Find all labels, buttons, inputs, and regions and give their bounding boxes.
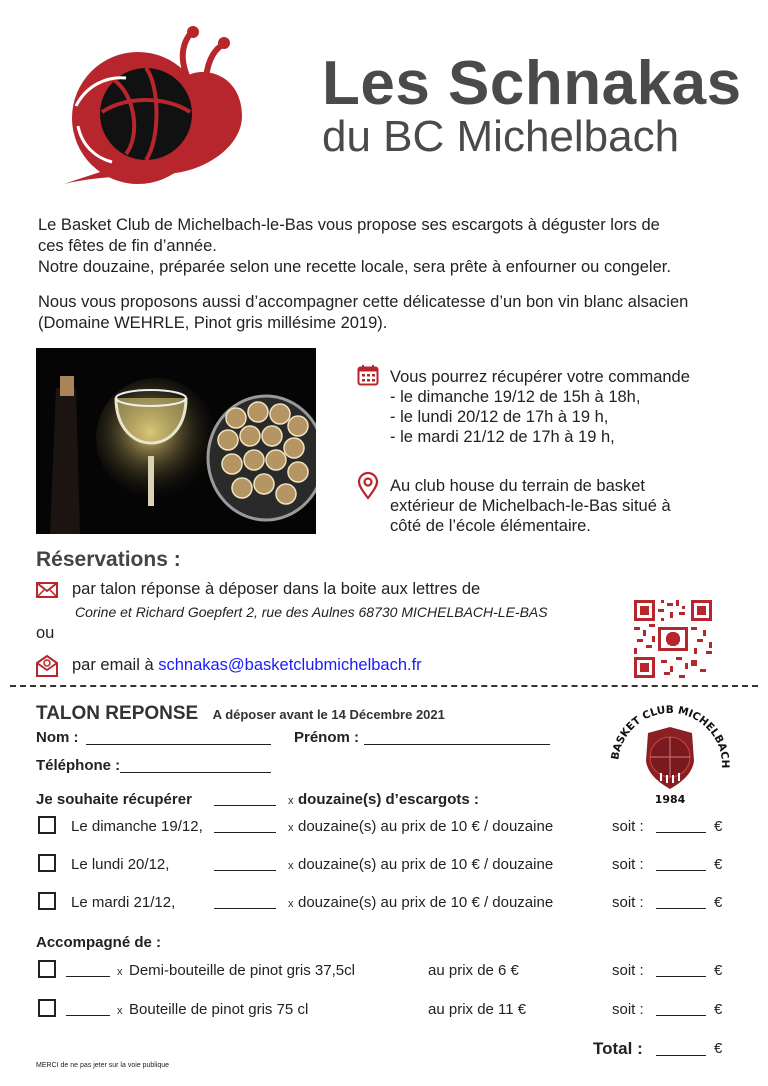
multiply-sign: x — [288, 795, 294, 807]
snails-wine-photo — [36, 348, 316, 534]
wine-price-bouteille: au prix de 11 € — [428, 1001, 527, 1018]
wine-price-demi: au prix de 6 € — [428, 962, 519, 979]
intro-line: Notre douzaine, préparée selon une recette locale, sera prête à enfourner ou congeler. — [38, 258, 671, 276]
row-price-lundi: douzaine(s) au prix de 10 € / douzaine — [298, 856, 554, 873]
form-deadline: A déposer avant le 14 Décembre 2021 — [212, 707, 445, 722]
cut-line — [10, 685, 758, 687]
total-euro-sign: € — [714, 1040, 723, 1057]
accompanied-label: Accompagné de : — [36, 934, 162, 951]
intro-line: Le Basket Club de Michelbach-le-Bas vous propose ses escargots à déguster lors de — [38, 216, 660, 234]
wine-label-bouteille: Bouteille de pinot gris 75 cl — [129, 1001, 309, 1018]
multiply-sign: x — [288, 822, 294, 834]
intro-line: ces fêtes de fin d’année. — [38, 237, 217, 255]
form-title: TALON REPONSE — [36, 703, 199, 724]
location-info — [390, 476, 671, 536]
reservation-or: ou — [36, 624, 55, 642]
club-logo-year: 1984 — [654, 793, 686, 806]
qty-field-bouteille[interactable] — [66, 1000, 110, 1016]
reservation-by-email — [72, 656, 422, 675]
location-line: extérieur de Michelbach-le-Bas situé à — [390, 497, 671, 515]
row-price-dimanche: douzaine(s) au prix de 10 € / douzaine — [298, 818, 554, 835]
intro-paragraph — [38, 215, 671, 278]
euro-sign: € — [714, 1001, 723, 1018]
pickup-date: - le mardi 21/12 de 17h à 19 h, — [390, 428, 615, 446]
amount-field-bouteille[interactable] — [656, 1000, 706, 1016]
email-envelope-icon — [36, 654, 58, 678]
pickup-title: Vous pourrez récupérer votre commande — [390, 368, 690, 386]
row-label-dimanche: Le dimanche 19/12, — [71, 818, 203, 835]
euro-sign: € — [714, 962, 723, 979]
club-logo — [604, 703, 736, 809]
qty-field-demi-bouteille[interactable] — [66, 961, 110, 977]
amount-field-dimanche[interactable] — [656, 817, 706, 833]
checkbox-bouteille[interactable] — [38, 999, 56, 1017]
prenom-label: Prénom : — [294, 729, 360, 746]
wine-paragraph — [38, 292, 688, 334]
envelope-icon — [36, 582, 58, 598]
nom-field[interactable] — [86, 729, 271, 745]
telephone-label: Téléphone : — [36, 757, 121, 774]
soit-label: soit : — [612, 856, 644, 873]
pickup-date: - le dimanche 19/12 de 15h à 18h, — [390, 388, 641, 406]
checkbox-lundi[interactable] — [38, 854, 56, 872]
checkbox-dimanche[interactable] — [38, 816, 56, 834]
pickup-date: - le lundi 20/12 de 17h à 19 h, — [390, 408, 609, 426]
pickup-info — [390, 367, 690, 447]
wine-line: Nous vous proposons aussi d’accompagner cette délicatesse d’un bon vin blanc alsacien — [38, 293, 689, 311]
wine-label-demi: Demi-bouteille de pinot gris 37,5cl — [129, 962, 355, 979]
checkbox-demi-bouteille[interactable] — [38, 960, 56, 978]
total-dozen-field[interactable] — [214, 790, 276, 806]
page-subtitle: du BC Michelbach — [322, 112, 680, 161]
qty-field-mardi[interactable] — [214, 893, 276, 909]
euro-sign: € — [714, 818, 723, 835]
calendar-icon — [357, 364, 379, 386]
multiply-sign: x — [117, 1005, 123, 1017]
nom-label: Nom : — [36, 729, 79, 746]
multiply-sign: x — [288, 898, 294, 910]
amount-field-demi[interactable] — [656, 961, 706, 977]
checkbox-mardi[interactable] — [38, 892, 56, 910]
footer-note: MERCI de ne pas jeter sur la voie publique — [36, 1062, 170, 1069]
email-prefix: par email à — [72, 656, 159, 674]
soit-label: soit : — [612, 818, 644, 835]
wine-line: (Domaine WEHRLE, Pinot gris millésime 2019). — [38, 314, 388, 332]
amount-field-lundi[interactable] — [656, 855, 706, 871]
wish-unit: douzaine(s) d’escargots : — [298, 791, 479, 808]
location-pin-icon — [357, 472, 379, 500]
row-price-mardi: douzaine(s) au prix de 10 € / douzaine — [298, 894, 554, 911]
form-header — [36, 703, 445, 725]
total-label: Total : — [593, 1039, 643, 1058]
multiply-sign: x — [117, 966, 123, 978]
snail-logo — [56, 26, 246, 191]
email-link[interactable]: schnakas@basketclubmichelbach.fr — [158, 656, 422, 674]
soit-label: soit : — [612, 894, 644, 911]
multiply-sign: x — [288, 860, 294, 872]
soit-label: soit : — [612, 962, 644, 979]
qr-code — [634, 600, 712, 678]
wish-label: Je souhaite récupérer — [36, 791, 192, 808]
euro-sign: € — [714, 856, 723, 873]
club-logo-ring-text: BASKET CLUB MICHELBACH — [609, 703, 732, 769]
reservations-title: Réservations : — [36, 548, 181, 571]
location-line: côté de l’école élémentaire. — [390, 517, 591, 535]
qty-field-lundi[interactable] — [214, 855, 276, 871]
prenom-field[interactable] — [364, 729, 550, 745]
location-line: Au club house du terrain de basket — [390, 477, 646, 495]
row-label-mardi: Le mardi 21/12, — [71, 894, 176, 911]
telephone-field[interactable] — [120, 757, 271, 773]
row-label-lundi: Le lundi 20/12, — [71, 856, 170, 873]
qty-field-dimanche[interactable] — [214, 817, 276, 833]
amount-field-mardi[interactable] — [656, 893, 706, 909]
page-title: Les Schnakas — [322, 49, 742, 118]
total-field[interactable] — [656, 1039, 706, 1056]
euro-sign: € — [714, 894, 723, 911]
reservation-by-slip: par talon réponse à déposer dans la boite aux lettres de — [72, 580, 481, 598]
soit-label: soit : — [612, 1001, 644, 1018]
reservation-address: Corine et Richard Goepfert 2, rue des Aulnes 68730 MICHELBACH-LE-BAS — [75, 604, 548, 620]
